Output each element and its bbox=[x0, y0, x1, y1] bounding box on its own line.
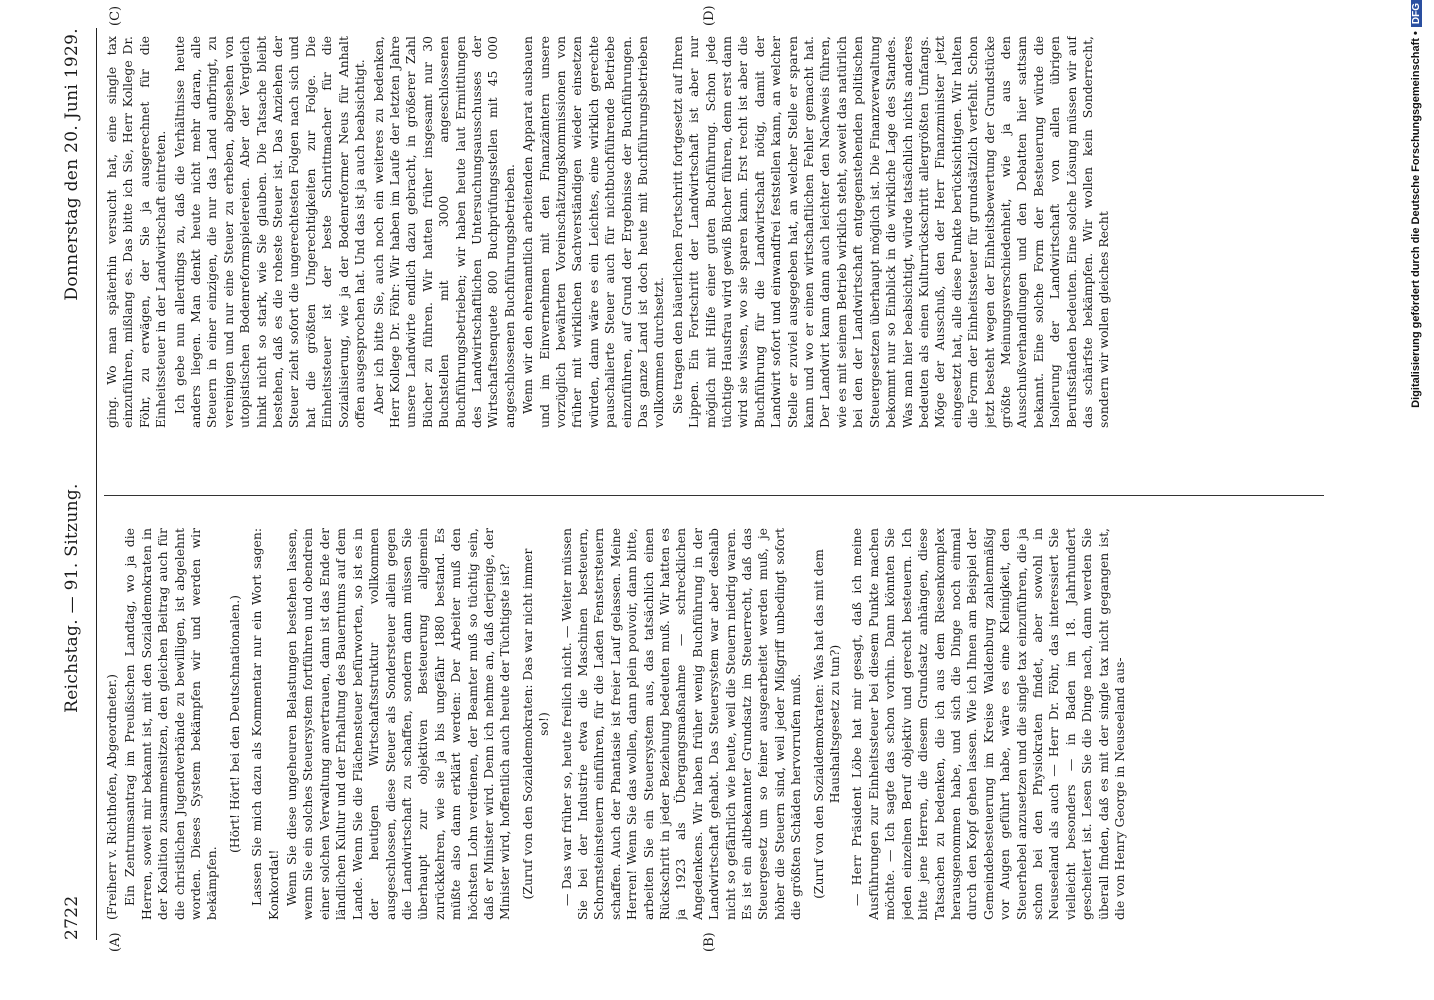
left-column bbox=[104, 528, 1324, 920]
margin-letter-b: (B) bbox=[702, 932, 717, 952]
session-title: Reichstag. — 91. Sitzung. bbox=[62, 483, 82, 713]
right-paragraph-4: Wenn wir den ehrenamtlich arbeitenden Apparat ausbauen und im Einvernehmen mit den Finanzämtern unsere vorzüglich bewährten Voreinschätzungskommissionen von früher mit wirklichen Sachverständigen wieder einsetzen würden, dann wäre es ein Leichtes, eine wirklich gerechte pauschalierte Steuer auch für nichtbuchführende Betriebe einzuführen, auf Grund der Ergebnisse der Buchführungen. Das ganze Land ist doch heute mit Buchführungsbetrieben vollkommen durchsetzt. bbox=[520, 36, 667, 428]
interjection-1: (Hört! Hört! bei den Deutschnationalen.) bbox=[226, 594, 242, 854]
right-column bbox=[104, 36, 1324, 428]
document-sheet bbox=[62, 5, 1332, 952]
right-paragraph-5: Sie tragen den bäuerlichen Fortschritt fortgesetzt auf Ihren Lippen. Ein Fortschritt der Landwirtschaft ist aber nur möglich mit Hilfe einer guten Buchführung. Schon jede tüchtige Hausfrau wird gewiß Bücher führen, denn erst dann wird sie wissen, wo sie sparen kann. Erst recht ist aber die Buchführung für die Landwirtschaft nötig, damit der Landwirt sofort und einwandfrei feststellen kann, an welcher Stelle er zuviel ausgegeben hat, an welcher Stelle er sparen kann und wo er einen wirtschaftlichen Fehler gemacht hat. Der Landwirt kann dann auch leichter den Nachweis führen, wie es mit seinem Betrieb wirklich steht, soweit das natürlich bei den der Landwirtschaft entgegenstehenden politischen Steuergesetzen überhaupt möglich ist. Die Finanzverwaltung bekommt nur so Einblick in die wirkliche Lage des Standes. Was man hier beabsichtigt, würde tatsächlich nichts anderes bedeuten als einen Kulturrückschritt allergrößten Umfangs. Möge der Ausschuß, den der Herr Finanzminister jetzt eingesetzt hat, alle diese Punkte berücksichtigen. Wir halten die Form der Einheitssteuer für grundsätzlich verfehlt. Schon jetzt besteht wegen der Einheitsbewertung der Grundstücke größte Meinungsverschiedenheit, wie ja aus den Ausschußverhandlungen und den Debatten hier sattsam bekannt. Eine solche Form der Besteuerung würde die Isolierung der Landwirtschaft von allen übrigen Berufsständen bedeuten. Eine solche Lösung müssen wir auf das schärfste bekämpfen. Wir wollen kein Sonderrecht, sondern wir wollen gleiches Recht bbox=[669, 36, 1112, 428]
page-number: 2722 bbox=[62, 895, 82, 940]
digitization-text: Digitalisierung gefördert durch die Deutsche Forschungsgemeinschaft • bbox=[1410, 31, 1422, 408]
dfg-logo: DFG bbox=[1411, 0, 1422, 27]
margin-letter-a: (A) bbox=[108, 932, 123, 952]
session-date: Donnerstag den 20. Juni 1929. bbox=[62, 28, 82, 301]
right-paragraph-1: ging. Wo man späterhin versucht hat, eine single tax einzuführen, mißlang es. Das bitte ich Sie, Herr Kollege Dr. Föhr, zu erwägen, der Sie ja ausgerechnet für die Einheitssteuer in der Landwirtschaft eintreten. bbox=[104, 36, 169, 428]
margin-letter-d: (D) bbox=[702, 5, 717, 26]
left-paragraph-1: Ein Zentrumsantrag im Preußischen Landtag, wo ja die Herren, soweit mir bekannt ist, mit den Sozialdemokraten in der Koalition zusammensitzen, den gleichen Beitrag auch für die christlichen Jugendverbände zu bewilligen, ist abgelehnt worden. Dieses System bekämpfen wir und werden wir bekämpfen. bbox=[122, 528, 220, 920]
header-rule bbox=[96, 28, 97, 940]
left-paragraph-3: Wenn Sie diese ungeheuren Belastungen bestehen lassen, wenn Sie ein solches Steuersystem fortführen und obendrein einer solchen Verwaltung anvertrauen, dann ist das Ende der ländlichen Kultur und der Erhaltung des Bauerntums auf dem Lande. Wenn Sie die Flächensteuer befürworten, so ist es in der heutigen Wirtschaftsstruktur vollkommen ausgeschlossen, diese Steuer als Sondersteuer allein gegen die Landwirtschaft zu schaffen, sondern dann müssen Sie überhaupt zur objektiven Besteuerung allgemein zurückkehren, wie sie ja bis ungefähr 1880 bestand. Es müßte also dann erklärt werden: Der Arbeiter muß den höchsten Lohn verdienen, der Beamter muß so tüchtig sein, daß er Minister wird. Denn ich nehme an, daß derjenige, der Minister wird, hoffentlich auch heute der Tüchtigste ist? bbox=[284, 528, 513, 920]
left-paragraph-4: — Das war früher so, heute freilich nicht. — Weiter müssen Sie bei der Industrie etwa die Maschinen besteuern, Schornsteinsteuern einführen, für die Laden Fenstersteuern schaffen. Auch der Phantasie ist freier Lauf gelassen. Meine Herren! Wenn Sie das wollen, dann plein pouvoir, dann bitte, arbeiten Sie ein Steuersystem aus, das tatsächlich einen Rückschritt in jeder Beziehung bedeuten muß. Wir hatten es ja 1923 als Übergangsmaßnahme — schrecklichen Angedenkens. Wir haben früher wenig Buchführung in der Landwirtschaft gehabt. Das Steuersystem war aber deshalb nicht so gefährlich wie heute, weil die Steuern niedrig waren. Es ist ein altbekannter Grundsatz im Steuerrecht, daß das Steuergesetz um so feiner ausgearbeitet werden muß, je höher die Steuern sind, weil jeder Mißgriff unbedingt sofort die größten Schäden hervorrufen muß. bbox=[558, 528, 804, 920]
right-paragraph-2: Ich gebe nun allerdings zu, daß die Verhältnisse heute anders liegen. Man denkt heute nicht mehr daran, alle Steuern in einer einzigen, die nur das Land aufbringt, zu vereinigen und nur eine Steuer zu erheben, abgesehen von utopistischen Bodenreformspielereien. Aber der Vergleich hinkt nicht so stark, wie Sie glauben. Die Tatsache bleibt bestehen, daß es die roheste Steuer ist. Das Anziehen der Steuer zieht sofort die ungerechtesten Folgen nach sich und hat die größten Ungerechtigkeiten zur Folge. Die Einheitssteuer ist der beste Schrittmacher für die Sozialisierung, wie ja der Bodenreformer Neus für Anhalt offen ausgesprochen hat. Und das ist ja auch beabsichtigt. bbox=[171, 36, 368, 428]
running-head bbox=[62, 28, 92, 940]
right-paragraph-3: Aber ich bitte Sie, auch noch ein weiteres zu bedenken, Herr Kollege Dr. Föhr: Wir haben im Laufe der letzten Jahre unsere Landwirte endlich dazu gebracht, in größerer Zahl Bücher zu führen. Wir hatten früher insgesamt nur 30 Buchstellen mit 3000 angeschlossenen Buchführungsbetrieben; wir haben heute laut Ermittlungen des Landwirtschaftlichen Untersuchungsausschusses der Wirtschaftsenquete 800 Buchprüfungsstellen mit 45 000 angeschlossenen Buchführungsbetrieben. bbox=[370, 36, 517, 428]
speaker-intro: (Freiherr v. Richthofen, Abgeordneter.) bbox=[104, 674, 119, 920]
left-paragraph-5: — Herr Präsident Löbe hat mir gesagt, daß ich meine Ausführungen zur Einheitssteuer bei diesem Punkte machen möchte. — Ich sagte das schon vorhin. Dann könnten Sie jeden einzelnen Beruf objektiv und gerecht besteuern. Ich bitte jene Herren, die diesem Grundsatz anhängen, diese Tatsachen zu bedenken, die ich aus dem Riesenkomplex herausgenommen habe, und sich die Dinge noch einmal durch den Kopf gehen lassen. Wie ich Ihnen am Beispiel der Gemeindebesteuerung im Kreise Waldenburg zahlenmäßig vor Augen geführt habe, wäre es eine Kleinigkeit, den Steuerhebel anzusetzen und die single tax einzuführen, die ja schon bei den Physiokraten findet, aber sowohl in Neuseeland als auch — Herr Dr. Föhr, das interessiert Sie vielleicht besonders — in Baden im 18. Jahrhundert gescheitert ist. Lesen Sie die Dinge nach, dann werden Sie überall finden, daß es mit der single tax nicht gegangen ist, die von Henry George in Neuseeland aus- bbox=[849, 528, 1127, 920]
interjection-3: (Zuruf von den Sozialdemokraten: Was hat das mit dem Haushaltsgesetz zu tun?) bbox=[810, 549, 843, 899]
digitization-note bbox=[1410, 0, 1434, 1000]
interjection-2: (Zuruf von den Sozialdemokraten: Das war nicht immer so!) bbox=[519, 548, 552, 900]
margin-letter-c: (C) bbox=[108, 5, 123, 26]
left-paragraph-2: Lassen Sie mich dazu als Kommentar nur ein Wort sagen: Konkordat! bbox=[249, 528, 281, 920]
column-divider bbox=[104, 495, 1324, 496]
